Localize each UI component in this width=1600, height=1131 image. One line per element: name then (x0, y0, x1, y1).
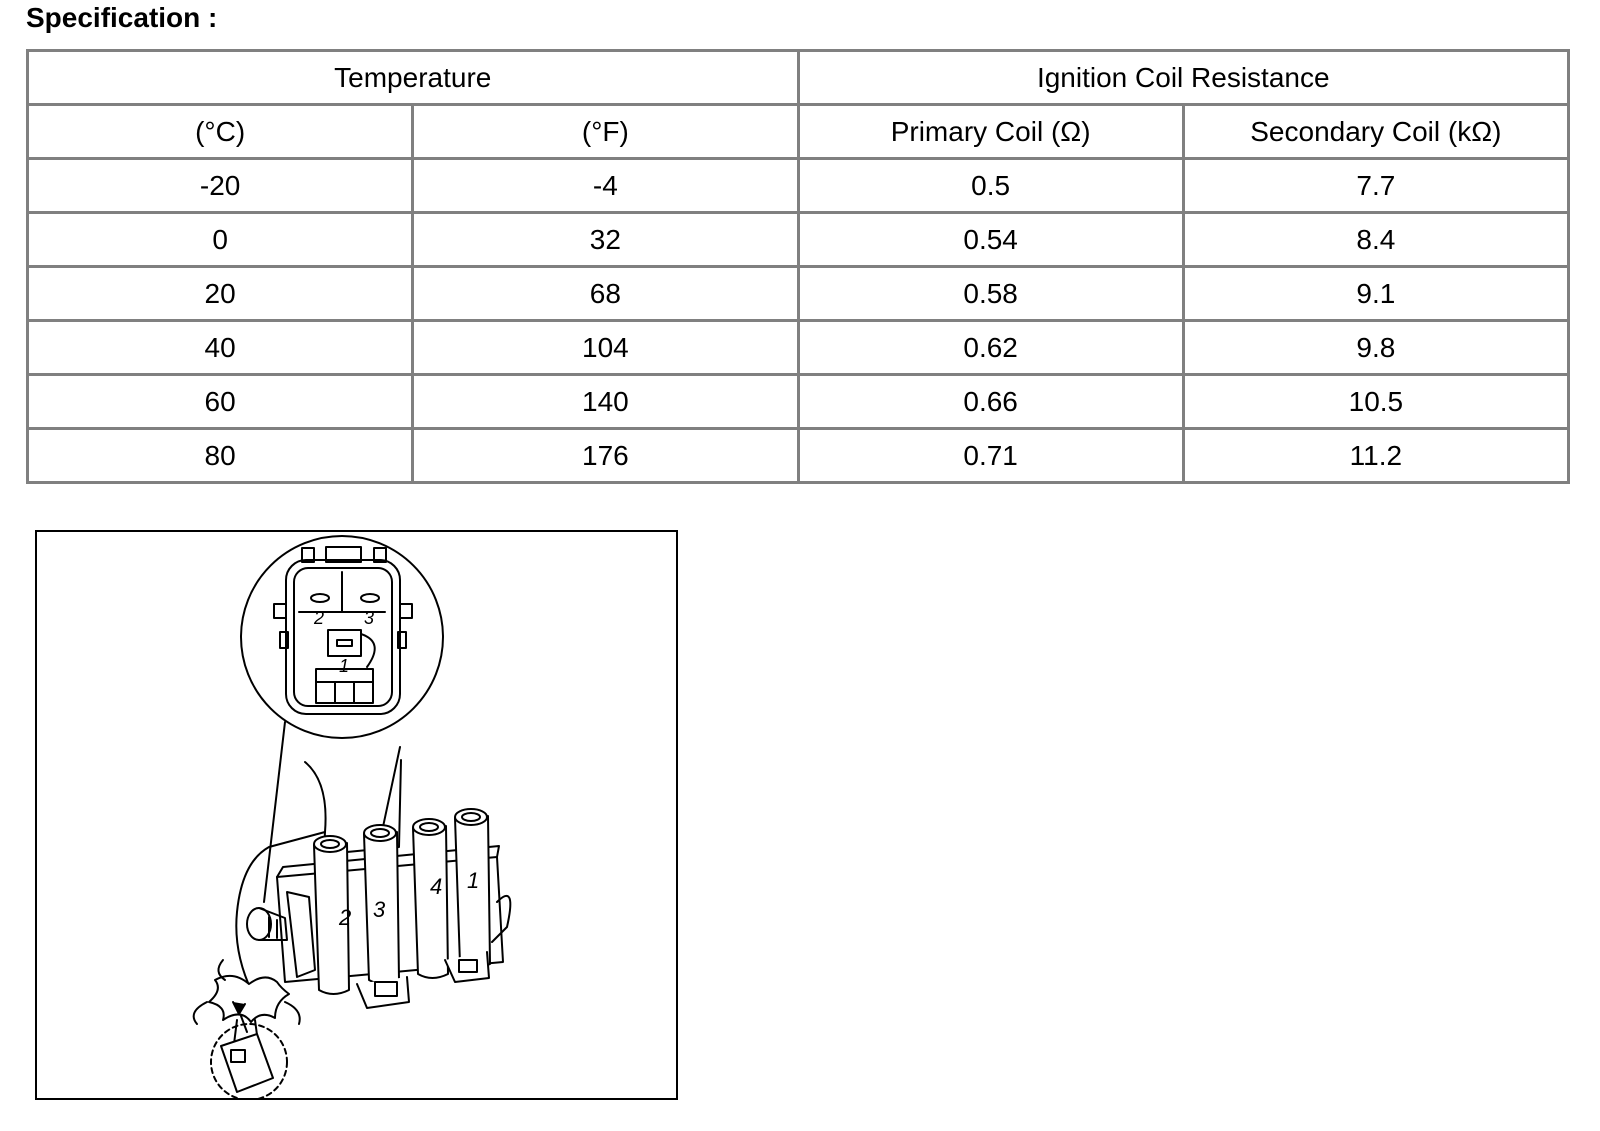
ignition-coil-spec-table (26, 49, 1570, 484)
connector-zoom-icon (241, 536, 443, 738)
primary-coil-cell: 0.66 (798, 375, 1183, 429)
terminal-1-label: 1 (339, 656, 350, 676)
celsius-cell: 0 (28, 213, 413, 267)
terminal-3-label: 3 (364, 608, 375, 628)
celsius-column-header: (°C) (28, 105, 413, 159)
celsius-cell: -20 (28, 159, 413, 213)
table-row (28, 429, 1569, 483)
secondary-coil-cell: 7.7 (1183, 159, 1568, 213)
primary-coil-cell: 0.71 (798, 429, 1183, 483)
tower-4-label: 4 (430, 874, 443, 899)
tower-2-label: 2 (339, 905, 352, 930)
ignition-coil-drawing (37, 532, 676, 1098)
primary-coil-cell: 0.58 (798, 267, 1183, 321)
resistance-group-header: Ignition Coil Resistance (798, 51, 1569, 105)
fahrenheit-cell: -4 (413, 159, 798, 213)
tower-3-label: 3 (373, 897, 386, 922)
celsius-cell: 20 (28, 267, 413, 321)
primary-coil-cell: 0.5 (798, 159, 1183, 213)
table-row (28, 159, 1569, 213)
secondary-coil-cell: 10.5 (1183, 375, 1568, 429)
celsius-cell: 40 (28, 321, 413, 375)
table-row (28, 267, 1569, 321)
table-row (28, 213, 1569, 267)
secondary-coil-cell: 9.8 (1183, 321, 1568, 375)
fahrenheit-cell: 32 (413, 213, 798, 267)
fahrenheit-cell: 140 (413, 375, 798, 429)
fahrenheit-cell: 176 (413, 429, 798, 483)
secondary-coil-cell: 8.4 (1183, 213, 1568, 267)
table-row (28, 321, 1569, 375)
primary-coil-column-header: Primary Coil (Ω) (798, 105, 1183, 159)
secondary-coil-cell: 9.1 (1183, 267, 1568, 321)
fahrenheit-cell: 68 (413, 267, 798, 321)
secondary-coil-column-header: Secondary Coil (kΩ) (1183, 105, 1568, 159)
table-row (28, 375, 1569, 429)
primary-coil-cell: 0.62 (798, 321, 1183, 375)
celsius-cell: 80 (28, 429, 413, 483)
secondary-coil-cell: 11.2 (1183, 429, 1568, 483)
ignition-coil-illustration (35, 530, 678, 1100)
tower-1-label: 1 (467, 868, 480, 893)
fahrenheit-cell: 104 (413, 321, 798, 375)
table-group-header-row (28, 51, 1569, 105)
temperature-group-header: Temperature (28, 51, 799, 105)
table-column-header-row (28, 105, 1569, 159)
primary-coil-cell: 0.54 (798, 213, 1183, 267)
specification-heading: Specification : (26, 2, 218, 33)
fahrenheit-column-header: (°F) (413, 105, 798, 159)
celsius-cell: 60 (28, 375, 413, 429)
terminal-2-label: 2 (314, 608, 325, 628)
